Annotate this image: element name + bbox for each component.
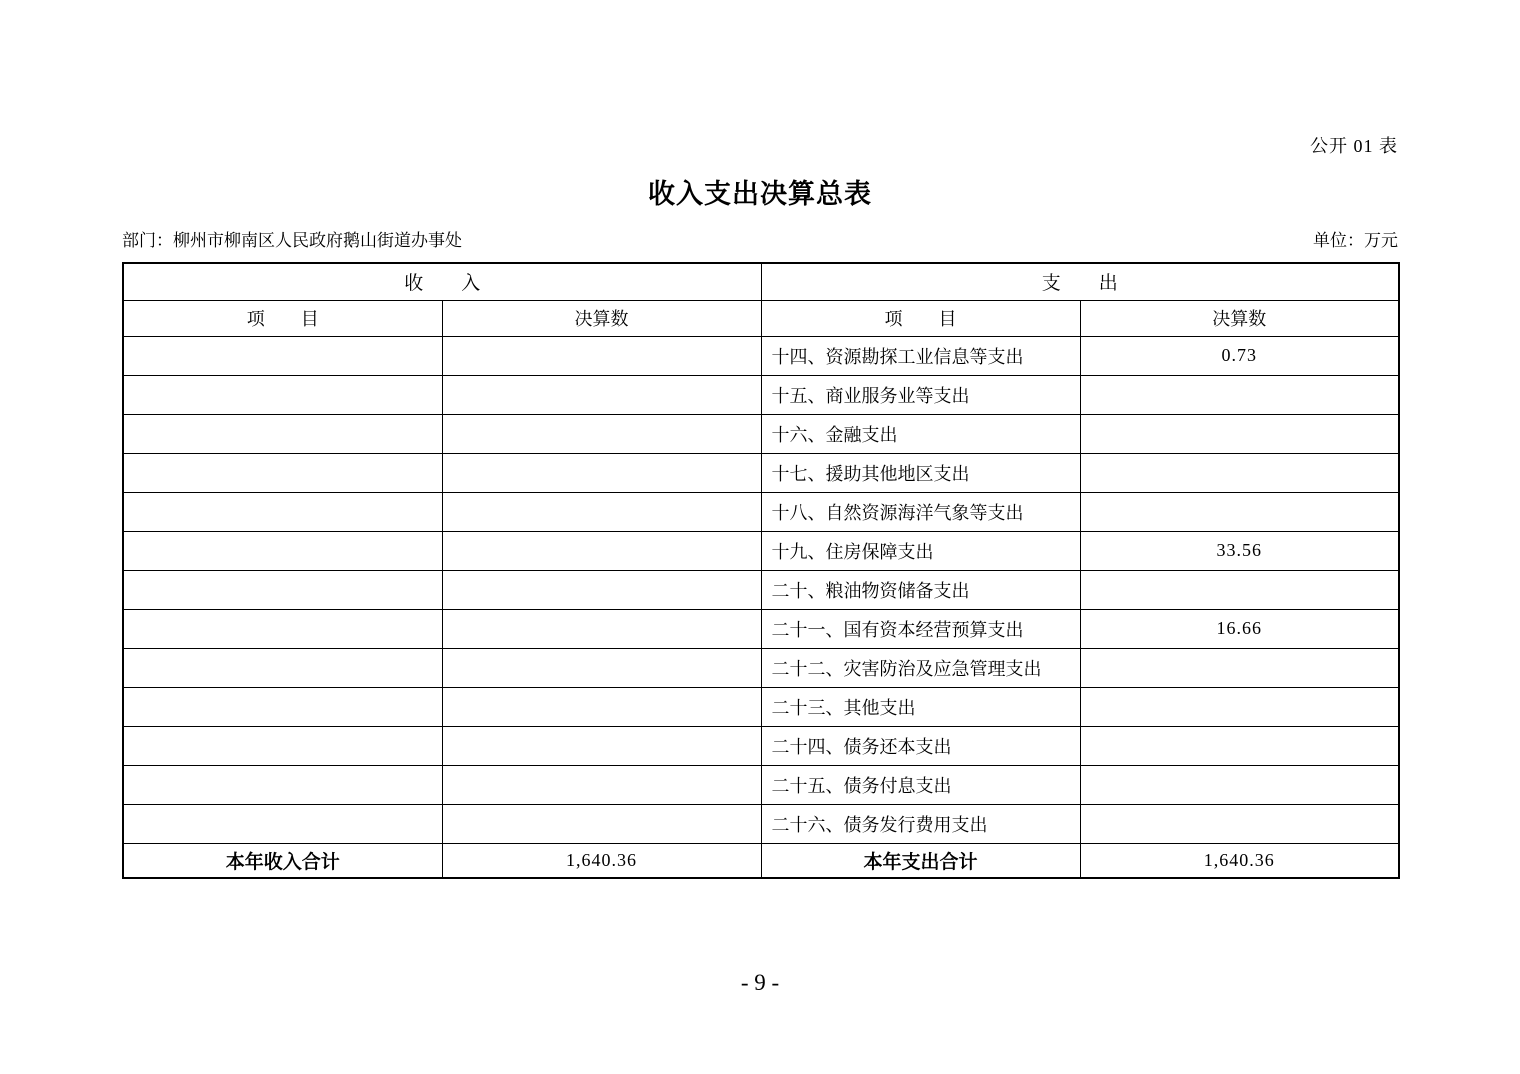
- doc-label: 公开 01 表: [1310, 136, 1398, 156]
- expenditure-item-cell: 二十三、其他支出: [761, 687, 1080, 726]
- expenditure-item-cell: 二十二、灾害防治及应急管理支出: [761, 648, 1080, 687]
- expenditure-group-header: 支 出: [761, 263, 1399, 300]
- total-row: [123, 843, 1399, 878]
- expenditure-item-cell: 二十、粮油物资储备支出: [761, 570, 1080, 609]
- table-row: [123, 687, 1399, 726]
- revenue-amount-cell: [442, 531, 761, 570]
- revenue-item-cell: [123, 765, 442, 804]
- expenditure-amount-cell: [1080, 765, 1399, 804]
- table-row: [123, 726, 1399, 765]
- revenue-amount-cell: [442, 570, 761, 609]
- expenditure-item-cell: 十五、商业服务业等支出: [761, 375, 1080, 414]
- expenditure-amount-cell: [1080, 453, 1399, 492]
- expenditure-item-cell: 十六、金融支出: [761, 414, 1080, 453]
- expenditure-total-label: 本年支出合计: [761, 843, 1080, 878]
- table-row: [123, 765, 1399, 804]
- revenue-item-cell: [123, 609, 442, 648]
- table-row: [123, 648, 1399, 687]
- revenue-item-cell: [123, 687, 442, 726]
- revenue-item-header: 项 目: [123, 300, 442, 336]
- expenditure-amount-cell: [1080, 687, 1399, 726]
- revenue-item-cell: [123, 453, 442, 492]
- expenditure-item-cell: 十九、住房保障支出: [761, 531, 1080, 570]
- expenditure-amount-cell: 0.73: [1080, 336, 1399, 375]
- expenditure-amount-cell: [1080, 570, 1399, 609]
- table-row: [123, 375, 1399, 414]
- expenditure-item-header: 项 目: [761, 300, 1080, 336]
- table-column-header-row: [123, 300, 1399, 336]
- expenditure-item-cell: 二十五、债务付息支出: [761, 765, 1080, 804]
- table-row: [123, 453, 1399, 492]
- revenue-amount-cell: [442, 375, 761, 414]
- table-body: [123, 336, 1399, 843]
- page-title: 收入支出决算总表: [648, 179, 872, 209]
- revenue-item-cell: [123, 336, 442, 375]
- expenditure-item-cell: 二十四、债务还本支出: [761, 726, 1080, 765]
- table-row: [123, 492, 1399, 531]
- revenue-item-cell: [123, 414, 442, 453]
- table-row: [123, 414, 1399, 453]
- expenditure-amount-cell: [1080, 414, 1399, 453]
- revenue-amount-cell: [442, 414, 761, 453]
- revenue-group-header: 收 入: [123, 263, 761, 300]
- revenue-amount-cell: [442, 492, 761, 531]
- expenditure-amount-cell: [1080, 726, 1399, 765]
- revenue-item-cell: [123, 804, 442, 843]
- revenue-amount-cell: [442, 609, 761, 648]
- revenue-amount-cell: [442, 765, 761, 804]
- table-row: [123, 570, 1399, 609]
- revenue-amount-cell: [442, 336, 761, 375]
- expenditure-total-amount: 1,640.36: [1080, 843, 1399, 878]
- revenue-item-cell: [123, 375, 442, 414]
- expenditure-item-cell: 十四、资源勘探工业信息等支出: [761, 336, 1080, 375]
- expenditure-item-cell: 二十六、债务发行费用支出: [761, 804, 1080, 843]
- expenditure-item-cell: 二十一、国有资本经营预算支出: [761, 609, 1080, 648]
- revenue-item-cell: [123, 492, 442, 531]
- table-row: [123, 804, 1399, 843]
- table-row: [123, 609, 1399, 648]
- meta-row: [122, 226, 1398, 251]
- expenditure-amount-cell: 33.56: [1080, 531, 1399, 570]
- expenditure-amount-cell: [1080, 648, 1399, 687]
- department-label: 部门：柳州市柳南区人民政府鹅山街道办事处: [122, 231, 462, 250]
- revenue-item-cell: [123, 531, 442, 570]
- expenditure-amount-header: 决算数: [1080, 300, 1399, 336]
- revenue-item-cell: [123, 726, 442, 765]
- expenditure-amount-cell: [1080, 375, 1399, 414]
- table-row: [123, 531, 1399, 570]
- page-number: - 9 -: [740, 970, 780, 995]
- table-row: [123, 336, 1399, 375]
- summary-table: [122, 262, 1400, 879]
- table-group-header-row: [123, 263, 1399, 300]
- revenue-amount-cell: [442, 804, 761, 843]
- revenue-total-amount: 1,640.36: [442, 843, 761, 878]
- revenue-amount-cell: [442, 648, 761, 687]
- revenue-item-cell: [123, 648, 442, 687]
- revenue-amount-cell: [442, 453, 761, 492]
- expenditure-amount-cell: [1080, 804, 1399, 843]
- expenditure-item-cell: 十八、自然资源海洋气象等支出: [761, 492, 1080, 531]
- expenditure-amount-cell: [1080, 492, 1399, 531]
- revenue-amount-cell: [442, 726, 761, 765]
- expenditure-amount-cell: 16.66: [1080, 609, 1399, 648]
- revenue-amount-header: 决算数: [442, 300, 761, 336]
- unit-label: 单位：万元: [1313, 231, 1398, 250]
- expenditure-item-cell: 十七、援助其他地区支出: [761, 453, 1080, 492]
- revenue-item-cell: [123, 570, 442, 609]
- revenue-total-label: 本年收入合计: [123, 843, 442, 878]
- revenue-amount-cell: [442, 687, 761, 726]
